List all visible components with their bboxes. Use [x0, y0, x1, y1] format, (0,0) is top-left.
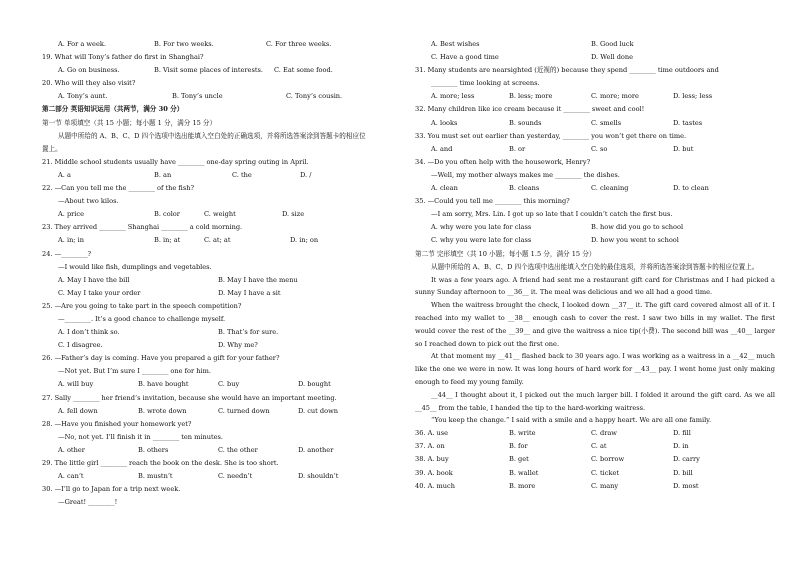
- passage-paragraph: “You keep the change.” I said with a smile and a happy heart. We are all one family.: [431, 416, 712, 425]
- q20-options: [42, 90, 402, 103]
- option-a: A. Go on business.: [58, 66, 120, 75]
- q18-options: [42, 38, 402, 51]
- option-b: B. less; more: [509, 92, 553, 101]
- q35-reply: —I am sorry, Mrs. Lin. I got up so late that I couldn’t catch the first bus.: [431, 210, 673, 219]
- q24-options-ab: [42, 274, 402, 287]
- part2-title: 第二部分 英语知识运用（共两节，满分 30 分）: [42, 105, 184, 114]
- option-a: A. May I have the bill: [58, 275, 130, 284]
- option-c: C. weight: [204, 210, 236, 219]
- passage-paragraph: At that moment my __41__ flashed back to 30 years ago. I was working as a waitress in a __42__ much like the one we were in now. It was long hours of hard work for __43__ pay. I went home just only making enough to feed my young family.: [415, 352, 775, 387]
- left-column: [42, 38, 402, 509]
- option-c: C. I disagree.: [58, 341, 103, 350]
- option-b: B. wrote down: [138, 406, 187, 415]
- passage-paragraph: When the waitress brought the check, I looked down __37__ it. The gift card covered almost all of it. I reached into my wallet to __38__ enough cash to cover the rest. I saw two bills in my wallet. The first would cover the rest of the __39__ and give the waitress a nice tip(小费). The second bill was __40__ larger so I reached down to pick out the first one.: [415, 301, 775, 348]
- q21-options: [42, 169, 402, 182]
- q25-options-cd: [42, 339, 402, 352]
- q24-stem: 24. —________?: [42, 249, 92, 258]
- section2-title: 第二节 完形填空（共 10 小题；每小题 1.5 分，满分 15 分）: [415, 249, 596, 258]
- option-c: C. why you were late for class: [431, 236, 532, 245]
- q26-stem: 26. —Father’s day is coming. Have you prepared a gift for your father?: [42, 354, 280, 363]
- option-a: A. why were you late for class: [431, 223, 532, 232]
- option-c: C. draw: [591, 429, 617, 438]
- option-a: A. price: [58, 210, 85, 219]
- option-b: B. more: [509, 481, 536, 490]
- option-c: C. the other: [218, 445, 258, 454]
- q20-stem: 20. Who will they also visit?: [42, 79, 136, 88]
- option-a: A. Best wishes: [431, 40, 480, 48]
- option-d: D. fill: [673, 429, 691, 438]
- option-a: A. For a week.: [58, 40, 106, 48]
- option-b: B. cleans: [509, 184, 540, 193]
- q31-stem: 31. Many students are nearsighted (近视的) because they spend ________ time outdoors and: [415, 66, 719, 75]
- option-c: C. buy: [218, 380, 240, 389]
- option-c: C. smells: [591, 118, 622, 127]
- q39-options: [415, 467, 775, 480]
- option-a: 38. A. buy: [415, 455, 449, 464]
- q22-reply: —About two kilos.: [58, 197, 119, 206]
- q30-reply: —Great! ________!: [58, 498, 118, 507]
- option-a: A. will buy: [58, 380, 94, 389]
- option-d: D. but: [673, 144, 694, 153]
- option-b: B. Tony’s uncle: [172, 92, 223, 101]
- option-a: A. more; less: [431, 92, 475, 101]
- q19-options: [42, 64, 402, 77]
- option-d: D. bought: [298, 380, 331, 389]
- q28-reply: —No, not yet. I’ll finish it in ________ ten minutes.: [58, 432, 224, 441]
- option-d: D. most: [673, 481, 699, 490]
- option-d: D. carry: [673, 455, 700, 464]
- option-b: B. have bought: [138, 380, 189, 389]
- q25-stem: 25. —Are you going to take part in the speech competition?: [42, 301, 242, 310]
- section2-instructions: 从题中所给的 A、B、C、D 四个选项中选出能填入空白处的最佳选项，并将所选答案涂到答题卡的相应位置上。: [431, 262, 759, 271]
- option-c: C. turned down: [218, 406, 270, 415]
- option-d: D. in; on: [290, 236, 319, 245]
- option-d: D. /: [300, 170, 312, 179]
- option-a: A. I don’t think so.: [58, 328, 120, 337]
- option-b: B. Visit some places of interests.: [154, 66, 263, 75]
- q31-options: [415, 90, 775, 103]
- option-b: B. sounds: [509, 118, 542, 127]
- option-c: C. Eat some food.: [274, 66, 333, 75]
- option-d: D. Why me?: [218, 341, 258, 350]
- option-b: B. For two weeks.: [154, 40, 214, 48]
- option-b: B. for: [509, 442, 528, 451]
- option-d: D. cut down: [298, 406, 339, 415]
- option-c: C. cleaning: [591, 184, 629, 193]
- passage-paragraph: It was a few years ago. A friend had sent me a restaurant gift card for Christmas and I had picked a sunny Sunday afternoon to __36__ it. The meal was delicious and we all had a good time.: [415, 275, 775, 297]
- option-a: A. fell down: [58, 406, 98, 415]
- q30-stem: 30. —I’ll go to Japan for a trip next week.: [42, 485, 181, 494]
- option-c: C. May I take your order: [58, 288, 141, 297]
- q25-reply: —________. It’s a good chance to challenge myself.: [58, 314, 226, 323]
- option-b: B. May I have the menu: [218, 275, 298, 284]
- q28-stem: 28. —Have you finished your homework yet?: [42, 419, 192, 428]
- q33-stem: 33. You must set out earlier than yesterday, ________ you won’t get there on time.: [415, 131, 687, 140]
- option-b: B. Good luck: [591, 40, 634, 48]
- q40-options: [415, 480, 775, 493]
- q34-reply: —Well, my mother always makes me ________ the dishes.: [431, 170, 620, 179]
- section1-title: 第一节 单项填空（共 15 小题；每小题 1 分，满分 15 分）: [42, 118, 217, 127]
- option-a: A. can’t: [58, 472, 84, 481]
- option-b: B. how did you go to school: [591, 223, 684, 232]
- q32-options: [415, 117, 775, 130]
- option-b: B. others: [138, 445, 169, 454]
- option-a: A. clean: [431, 184, 458, 193]
- q26-reply: —Not yet. But I’m sure I ________ one for him.: [58, 367, 211, 376]
- q24-options-cd: [42, 287, 402, 300]
- option-a: A. and: [431, 144, 453, 153]
- option-d: D. another: [298, 445, 334, 454]
- option-d: D. tastes: [673, 118, 703, 127]
- option-a: 36. A. use: [415, 429, 449, 438]
- passage-paragraph: __44__ I thought about it, I picked out the much larger bill. I folded it around the gift card. As we all __45__ from the table, I handed the tip to the hard-working waitress.: [415, 390, 775, 412]
- q22-options: [42, 208, 402, 221]
- option-c: C. Have a good time: [431, 53, 499, 62]
- q23-stem: 23. They arrived ________ Shanghai ________ a cold morning.: [42, 223, 243, 232]
- option-d: D. Well done: [591, 53, 634, 62]
- option-c: C. so: [591, 144, 608, 153]
- option-d: D. shouldn’t: [298, 472, 339, 481]
- option-a: A. other: [58, 445, 85, 454]
- q22-stem: 22. —Can you tell me the ________ of the fish?: [42, 184, 194, 193]
- q23-options: [42, 234, 402, 247]
- q26-options: [42, 378, 402, 391]
- q35-stem: 35. —Could you tell me ________ this morning?: [415, 197, 570, 206]
- q38-options: [415, 453, 775, 466]
- option-d: D. size: [282, 210, 305, 219]
- option-d: D. in: [673, 442, 689, 451]
- option-d: D. May I have a sit: [218, 288, 281, 297]
- q30-options-cd: [415, 51, 775, 64]
- section1-instructions: 从题中所给的 A、B、C、D 四个选项中选出能填入空白处的正确选项，并将所选答案涂到答题卡的相应位置上。: [42, 131, 366, 153]
- q24-reply: —I would like fish, dumplings and vegetables.: [58, 262, 212, 271]
- q29-options: [42, 470, 402, 483]
- q21-stem: 21. Middle school students usually have ________ one-day spring outing in April.: [42, 157, 309, 166]
- option-c: C. the: [232, 170, 252, 179]
- q33-options: [415, 143, 775, 156]
- option-c: C. ticket: [591, 468, 620, 477]
- option-d: D. bill: [673, 468, 693, 477]
- option-a: A. in; in: [58, 236, 84, 245]
- option-b: B. mustn’t: [138, 472, 173, 481]
- option-d: D. how you went to school: [591, 236, 679, 245]
- q35-options-cd: [415, 234, 775, 247]
- option-a: 39. A. book: [415, 468, 453, 477]
- option-b: B. That’s for sure.: [218, 328, 279, 337]
- option-b: B. or: [509, 144, 526, 153]
- option-a: A. a: [58, 170, 71, 179]
- option-c: C. borrow: [591, 455, 625, 464]
- option-c: C. at: [591, 442, 607, 451]
- q30-options-ab: [415, 38, 775, 51]
- q19-stem: 19. What will Tony’s father do first in Shanghai?: [42, 53, 204, 62]
- option-c: C. needn’t: [218, 472, 253, 481]
- option-c: C. at; at: [204, 236, 231, 245]
- q34-options: [415, 182, 775, 195]
- option-c: C. many: [591, 481, 619, 490]
- option-c: C. For three weeks.: [266, 40, 332, 48]
- option-b: B. an: [154, 170, 172, 179]
- q31-stem-cont: ________ time looking at screens.: [431, 79, 540, 88]
- q27-stem: 27. Sally ________ her friend’s invitation, because she would have an important meeting.: [42, 393, 337, 402]
- q36-options: [415, 427, 775, 440]
- option-a: A. looks: [431, 118, 458, 127]
- option-b: B. write: [509, 429, 536, 438]
- option-a: 40. A. much: [415, 481, 455, 490]
- q37-options: [415, 440, 775, 453]
- option-c: C. Tony’s cousin.: [286, 92, 343, 101]
- q25-options-ab: [42, 326, 402, 339]
- option-a: 37. A. on: [415, 442, 445, 451]
- q34-stem: 34. —Do you often help with the housework, Henry?: [415, 157, 591, 166]
- option-d: D. to clean: [673, 184, 709, 193]
- q28-options: [42, 444, 402, 457]
- q35-options-ab: [415, 221, 775, 234]
- option-b: B. get: [509, 455, 529, 464]
- q27-options: [42, 405, 402, 418]
- option-d: D. less; less: [673, 92, 713, 101]
- option-a: A. Tony’s aunt.: [58, 92, 108, 101]
- q32-stem: 32. Many children like ice cream because it ________ sweet and cool!: [415, 105, 645, 114]
- q29-stem: 29. The little girl ________ reach the book on the desk. She is too short.: [42, 459, 279, 467]
- option-b: B. color: [154, 210, 180, 219]
- option-b: B. in; at: [154, 236, 181, 245]
- option-c: C. more; more: [591, 92, 639, 101]
- option-b: B. wallet: [509, 468, 539, 477]
- right-column: [415, 38, 775, 493]
